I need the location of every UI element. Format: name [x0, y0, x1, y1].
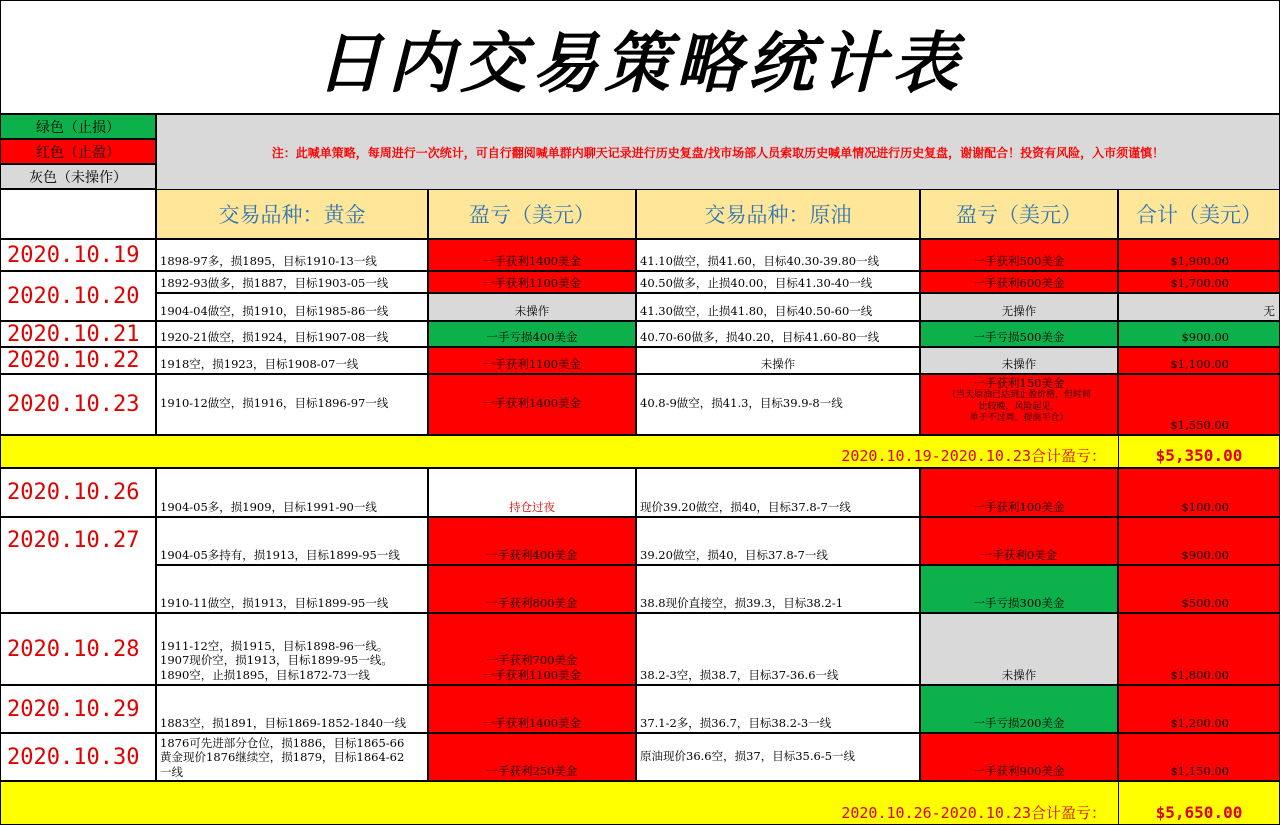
oil-pnl: 一手获利0美金: [920, 517, 1118, 565]
summary-label: 2020.10.26-2020.10.23合计盈亏：: [841, 804, 1106, 822]
gold-strategy-line: 1911-12空，损1915，目标1898-96一线。: [160, 638, 389, 653]
row-total: $1,550.00: [1118, 374, 1280, 435]
gold-pnl-line: 一手获利700美金: [486, 653, 578, 668]
oil-pnl: 无操作: [920, 293, 1118, 321]
header-gold: 交易品种：黄金: [156, 189, 428, 239]
oil-strategy: 原油现价36.6空，损37，目标35.6-5一线: [636, 733, 920, 781]
row-total: $1,800.00: [1118, 613, 1280, 685]
oil-strategy: 现价39.20做空，损40，目标37.8-7一线: [636, 468, 920, 517]
summary-value: $5,350.00: [1118, 435, 1280, 468]
oil-strategy: 41.10做空，损41.60，目标40.30-39.80一线: [636, 239, 920, 271]
date-cell: 2020.10.21: [0, 321, 156, 347]
oil-strategy: 40.50做多，止损40.00，目标41.30-40一线: [636, 271, 920, 293]
oil-pnl: 一手亏损200美金: [920, 685, 1118, 733]
gold-pnl: 一手获利1100美金: [428, 347, 636, 374]
date-cell: 2020.10.27: [0, 517, 156, 613]
oil-pnl: [920, 374, 1118, 435]
oil-pnl: 未操作: [920, 347, 1118, 374]
oil-pnl: 一手获利500美金: [920, 239, 1118, 271]
oil-strategy: 37.1-2多，损36.7，目标38.2-3一线: [636, 685, 920, 733]
oil-pnl: 一手获利600美金: [920, 271, 1118, 293]
gold-strategy: 1904-05多，损1909，目标1991-90一线: [156, 468, 428, 517]
gold-strategy: [156, 613, 428, 685]
gold-strategy-line: 1890空，止损1895，目标1872-73一线: [160, 667, 370, 682]
date-cell: 2020.10.28: [0, 613, 156, 685]
gold-pnl: 一手获利400美金: [428, 517, 636, 565]
gold-pnl: 一手亏损400美金: [428, 321, 636, 347]
oil-pnl-note: 单子不过周，提前平仓）: [969, 412, 1069, 423]
date-cell: 2020.10.23: [0, 374, 156, 435]
gold-pnl: 一手获利1400美金: [428, 685, 636, 733]
gold-pnl-line: 一手获利1100美金: [482, 667, 582, 682]
header-corner-cell: [0, 189, 156, 239]
gold-strategy-line: 黄金现价1876继续空，损1879，目标1864-62: [160, 750, 405, 765]
gold-strategy-line: 一线: [160, 764, 183, 779]
row-total: $1,150.00: [1118, 733, 1280, 781]
legend-green-stoploss: 绿色（止损）: [0, 114, 156, 139]
row-total: $1,100.00: [1118, 347, 1280, 374]
oil-strategy: 40.8-9做空，损41.3，目标39.9-8一线: [636, 374, 920, 435]
gold-pnl: 一手获利1400美金: [428, 374, 636, 435]
header-oil: 交易品种：原油: [636, 189, 920, 239]
page-title: 日内交易策略统计表: [0, 0, 1280, 114]
gold-pnl: 一手获利1400美金: [428, 239, 636, 271]
oil-pnl: 一手亏损300美金: [920, 565, 1118, 613]
gold-strategy: [156, 733, 428, 781]
gold-strategy: 1920-21做空，损1924，目标1907-08一线: [156, 321, 428, 347]
header-total: 合计（美元）: [1118, 189, 1280, 239]
row-total: $1,900.00: [1118, 239, 1280, 271]
oil-pnl: 未操作: [920, 613, 1118, 685]
row-total: $900.00: [1118, 517, 1280, 565]
gold-pnl: 持仓过夜: [428, 468, 636, 517]
gold-pnl: 一手获利800美金: [428, 565, 636, 613]
gold-strategy: 1892-93做多，损1887，目标1903-05一线: [156, 271, 428, 293]
gold-pnl: 一手获利250美金: [428, 733, 636, 781]
oil-pnl: 一手亏损500美金: [920, 321, 1118, 347]
gold-strategy: 1918空，损1923，目标1908-07一线: [156, 347, 428, 374]
oil-strategy: 38.2-3空，损38.7，目标37-36.6一线: [636, 613, 920, 685]
row-total: $500.00: [1118, 565, 1280, 613]
gold-strategy: 1904-05多持有，损1913，目标1899-95一线: [156, 517, 428, 565]
date-cell: 2020.10.26: [0, 468, 156, 517]
date-cell: 2020.10.19: [0, 239, 156, 271]
oil-pnl: 一手获利900美金: [920, 733, 1118, 781]
oil-strategy: 38.8现价直接空，损39.3，目标38.2-1: [636, 565, 920, 613]
header-oil-pnl: 盈亏（美元）: [920, 189, 1118, 239]
gold-strategy-line: 1907现价空，损1913，目标1899-95一线。: [160, 653, 393, 668]
oil-pnl: 一手获利100美金: [920, 468, 1118, 517]
row-total: $900.00: [1118, 321, 1280, 347]
date-cell: 2020.10.30: [0, 733, 156, 781]
row-total: 无: [1118, 293, 1280, 321]
summary-value: $5,650.00: [1118, 781, 1280, 825]
oil-pnl-note: 比较晚，风险起见，: [978, 401, 1060, 412]
oil-strategy: 39.20做空，损40，目标37.8-7一线: [636, 517, 920, 565]
date-cell: 2020.10.22: [0, 347, 156, 374]
gold-strategy: 1898-97多，损1895，目标1910-13一线: [156, 239, 428, 271]
gold-pnl: 未操作: [428, 293, 636, 321]
oil-pnl-value: 一手获利150美金: [973, 376, 1065, 390]
oil-strategy: 未操作: [636, 347, 920, 374]
oil-strategy: 41.30做空，止损41.80，目标40.50-60一线: [636, 293, 920, 321]
row-total: $100.00: [1118, 468, 1280, 517]
header-gold-pnl: 盈亏（美元）: [428, 189, 636, 239]
gold-strategy: 1883空，损1891，目标1869-1852-1840一线: [156, 685, 428, 733]
oil-pnl-note: （当天原油已达到止盈价格，但时间: [946, 390, 1091, 401]
gold-strategy: 1910-11做空，损1913，目标1899-95一线: [156, 565, 428, 613]
gold-strategy: 1910-12做空，损1916，目标1896-97一线: [156, 374, 428, 435]
gold-pnl: [428, 613, 636, 685]
gold-strategy: 1904-04做空，损1910，目标1985-86一线: [156, 293, 428, 321]
legend-red-takeprofit: 红色（止盈）: [0, 139, 156, 164]
date-cell: 2020.10.20: [0, 271, 156, 321]
date-cell: 2020.10.29: [0, 685, 156, 733]
disclaimer-note: 注：此喊单策略，每周进行一次统计，可自行翻阅喊单群内聊天记录进行历史复盘/找市场部人员索取历史喊单情况进行历史复盘，谢谢配合！投资有风险，入市须谨慎！: [156, 114, 1280, 190]
legend-gray-no-operation: 灰色（未操作）: [0, 164, 156, 189]
gold-pnl: 一手获利1100美金: [428, 271, 636, 293]
oil-strategy: 40.70-60做多，损40.20，目标41.60-80一线: [636, 321, 920, 347]
row-total: $1,700.00: [1118, 271, 1280, 293]
gold-strategy-line: 1876可先进部分仓位，损1886，目标1865-66: [160, 736, 405, 750]
row-total: $1,200.00: [1118, 685, 1280, 733]
summary-label: 2020.10.19-2020.10.23合计盈亏：: [841, 447, 1106, 465]
